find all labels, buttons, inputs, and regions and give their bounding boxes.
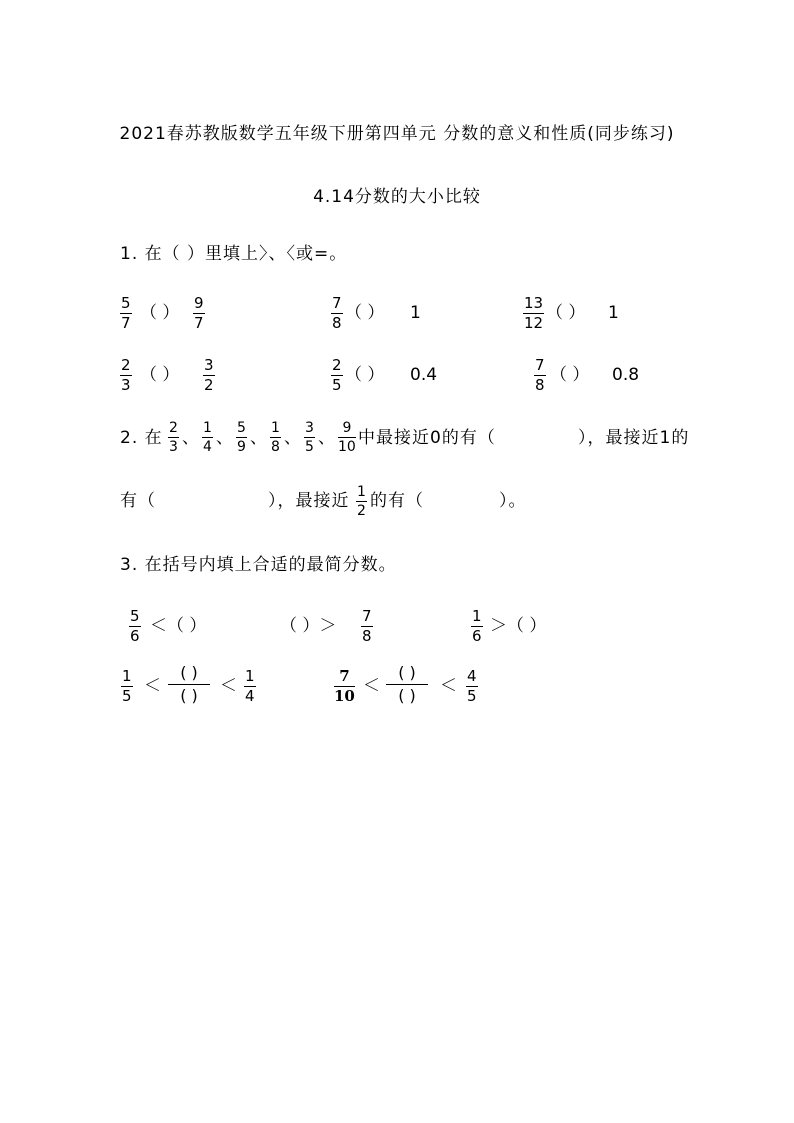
- answer-expression[interactable]: ＞（ ）: [490, 616, 547, 636]
- fraction: 2 3: [169, 420, 178, 455]
- q2-text-near-zero: 中最接近0的有（: [358, 428, 496, 448]
- answer-blank[interactable]: （ ）: [345, 303, 385, 323]
- fraction: 7 8: [535, 356, 545, 394]
- fraction: 3 2: [204, 356, 214, 394]
- fraction: 1 2: [357, 484, 366, 519]
- answer-blank[interactable]: （ ）: [546, 303, 586, 323]
- answer-blank[interactable]: （ ）: [345, 365, 385, 385]
- q2-line2-end-a: 的有（: [370, 491, 424, 511]
- less-than-sign: ＜: [220, 676, 237, 696]
- fraction: 9 10: [338, 420, 356, 455]
- separator: 、: [216, 428, 234, 448]
- q2-line2-start: 有（: [120, 491, 156, 511]
- q2-line2-end-b: ）。: [499, 491, 527, 511]
- q2-line2-mid: ），最接近: [268, 491, 350, 511]
- q1-instruction: 1. 在（ ）里填上〉、〈或=。: [120, 244, 348, 264]
- lesson-subtitle: 4.14分数的大小比较: [313, 187, 481, 207]
- q2-prefix: 2. 在: [120, 428, 163, 448]
- fraction: 5 7: [121, 294, 131, 332]
- fraction: 7 8: [362, 607, 372, 645]
- fraction: 5 9: [237, 420, 246, 455]
- fraction: 1 6: [472, 607, 482, 645]
- answer-blank[interactable]: （ ）: [550, 365, 590, 385]
- fraction: 4 5: [467, 667, 477, 705]
- compare-value: 1: [608, 303, 619, 323]
- fraction: 3 5: [305, 420, 314, 455]
- compare-value: 1: [410, 303, 421, 323]
- separator: 、: [250, 428, 268, 448]
- fraction: 7 8: [332, 294, 342, 332]
- fraction: 2 3: [121, 356, 131, 394]
- answer-expression[interactable]: ＜（ ）: [150, 616, 207, 636]
- separator: 、: [182, 428, 200, 448]
- less-than-sign: ＜: [144, 676, 161, 696]
- separator: 、: [284, 428, 302, 448]
- fraction: 1 8: [271, 420, 280, 455]
- separator: 、: [318, 428, 336, 448]
- compare-value: 0.8: [612, 365, 640, 385]
- q3-instruction: 3. 在括号内填上合适的最简分数。: [120, 555, 397, 575]
- answer-expression[interactable]: （ ）＞: [280, 616, 337, 636]
- answer-blank[interactable]: （ ）: [140, 365, 180, 385]
- fraction: 1 5: [122, 667, 132, 705]
- fraction: 13 12: [524, 294, 544, 332]
- fraction: 7 10: [334, 667, 355, 705]
- compare-value: 0.4: [410, 365, 438, 385]
- worksheet-title: 2021春苏教版数学五年级下册第四单元 分数的意义和性质(同步练习): [119, 124, 675, 144]
- fraction: 5 6: [130, 607, 140, 645]
- q2-text-near-one: ），最接近1的: [578, 428, 690, 448]
- less-than-sign: ＜: [440, 676, 457, 696]
- answer-blank[interactable]: （ ）: [140, 303, 180, 323]
- blank-fraction[interactable]: ( ) ( ): [386, 664, 428, 705]
- less-than-sign: ＜: [363, 676, 380, 696]
- fraction: 2 5: [332, 356, 342, 394]
- blank-fraction[interactable]: ( ) ( ): [168, 664, 210, 705]
- fraction: 9 7: [194, 294, 204, 332]
- fraction: 1 4: [203, 420, 212, 455]
- fraction: 1 4: [245, 667, 255, 705]
